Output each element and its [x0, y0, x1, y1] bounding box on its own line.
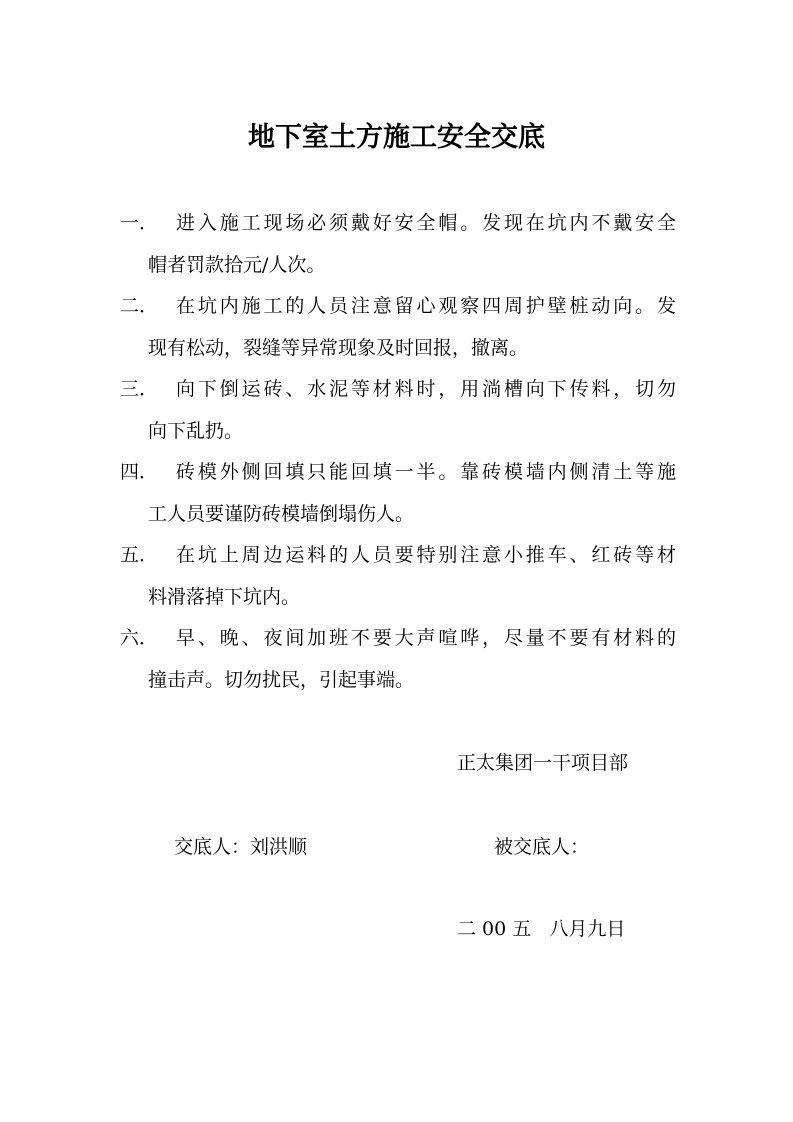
list-item [120, 287, 676, 370]
item-text-line2: 帽者罚款拾元/人次。 [148, 254, 326, 276]
item-number: 五． [120, 544, 159, 566]
item-text-line2: 现有松动，裂缝等异常现象及时回报，撤离。 [148, 337, 529, 359]
item-number: 四． [120, 461, 159, 483]
list-item [120, 619, 676, 702]
item-text-line1: 进入施工现场必须戴好安全帽。发现在坑内不戴安全 [176, 212, 676, 234]
item-number: 六． [120, 627, 159, 649]
item-text-line1: 砖模外侧回填只能回填一半。靠砖模墙内侧清土等施 [176, 461, 676, 483]
item-text-line2: 料滑落掉下坑内。 [148, 586, 301, 608]
item-text-line2: 工人员要谨防砖模墙倒塌伤人。 [148, 503, 415, 525]
item-number: 一． [120, 212, 159, 234]
document-title: 地下室土方施工安全交底 [248, 122, 545, 153]
list-item [120, 204, 676, 287]
item-text-line1: 早、晚、夜间加班不要大声喧哗，尽量不要有材料的 [176, 627, 676, 649]
item-text-line2: 撞击声。切勿扰民，引起事端。 [148, 669, 415, 691]
item-text-line1: 在坑上周边运料的人员要特别注意小推车、红砖等材 [176, 544, 676, 566]
item-text-line1: 向下倒运砖、水泥等材料时，用淌槽向下传料，切勿 [176, 378, 676, 400]
document-date: 二 00 五 八月九日 [457, 918, 626, 940]
item-number: 三． [120, 378, 159, 400]
item-text-line1: 在坑内施工的人员注意留心观察四周护壁桩动向。发 [176, 295, 676, 317]
discloser-signature: 交底人：刘洪顺 [174, 836, 308, 858]
organization-name: 正太集团一干项目部 [457, 752, 629, 774]
list-item [120, 536, 676, 619]
recipient-signature: 被交底人： [494, 836, 590, 858]
item-text-line2: 向下乱扔。 [148, 420, 244, 442]
safety-items-list [120, 204, 676, 702]
list-item [120, 453, 676, 536]
list-item [120, 370, 676, 453]
item-number: 二． [120, 295, 159, 317]
